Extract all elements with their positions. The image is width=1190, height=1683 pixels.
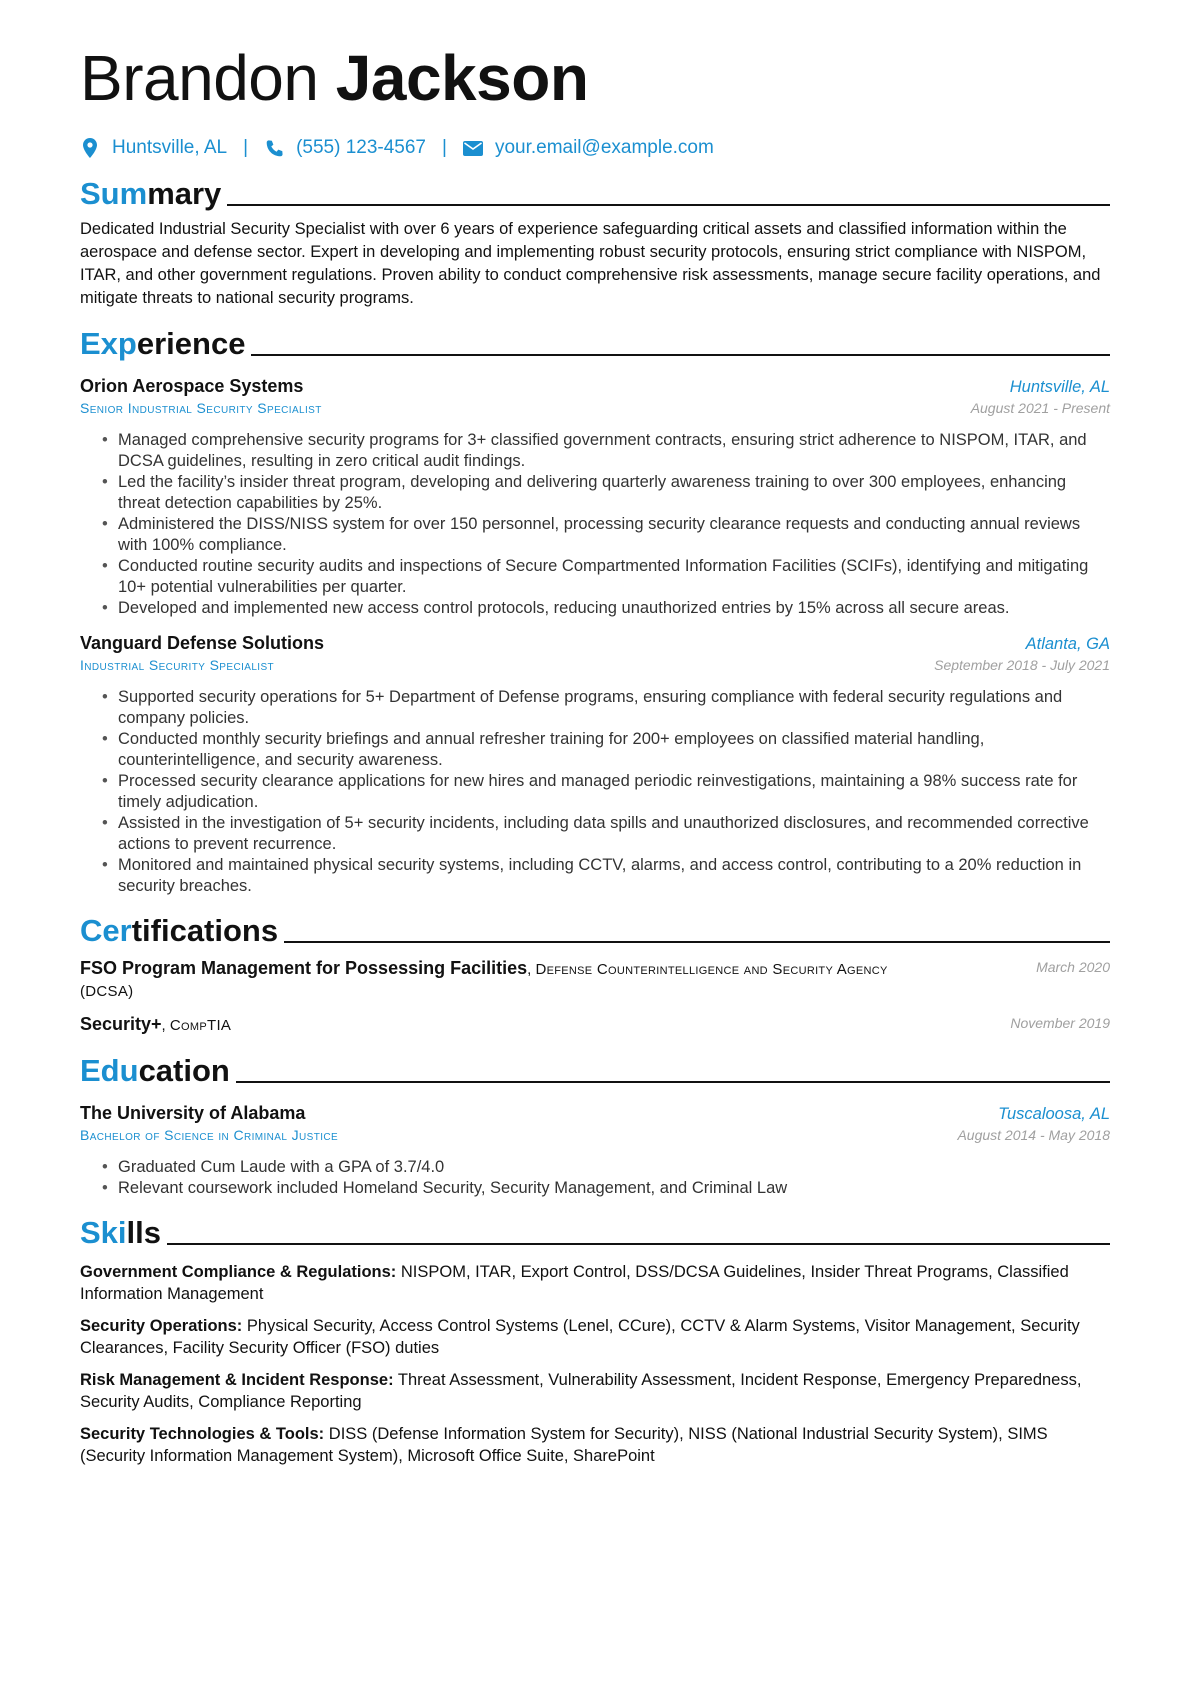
job-entry [80, 631, 1110, 897]
bullet-item: • Conducted routine security audits and inspections of Secure Compartmented Information Facilities (SCIFs), identifying and mitigating 10+ potential vulnerabilities per quarter. [102, 556, 1110, 598]
education-heading [80, 1049, 1110, 1089]
phone-text[interactable]: (555) 123-4567 [296, 137, 426, 158]
skill-label: Security Operations: [80, 1317, 243, 1335]
education-entry [80, 1101, 1110, 1199]
skill-group [80, 1315, 1110, 1359]
certification-issuer: Defense Counterintelligence and Security Agency (DCSA) [80, 961, 888, 1000]
section-rule [227, 204, 1110, 206]
school-name: The University of Alabama [80, 1103, 306, 1123]
job-dates: September 2018 - July 2021 [934, 657, 1110, 673]
section-title: Education [80, 1053, 230, 1088]
certification-name: FSO Program Management for Possessing Facilities [80, 958, 528, 978]
bullet-item: • Conducted monthly security briefings and annual refresher training for 200+ employees on classified material handling, counterintelligence, and security awareness. [102, 729, 1110, 771]
certification-date: November 2019 [1010, 1015, 1110, 1031]
skills-heading [80, 1211, 1110, 1251]
bullet-item: • Managed comprehensive security programs for 3+ classified government contracts, ensuring strict adherence to NISPOM, ITAR, and DCSA guidelines, resulting in zero critical audit findings. [102, 430, 1110, 472]
bullet-item: • Monitored and maintained physical security systems, including CCTV, alarms, and access control, contributing to a 20% reduction in security breaches. [102, 855, 1110, 897]
phone-icon [264, 137, 284, 159]
bullet-item: • Supported security operations for 5+ Department of Defense programs, ensuring compliance with federal security regulations and company policies. [102, 687, 1110, 729]
envelope-icon [463, 137, 483, 159]
section-rule [167, 1243, 1110, 1245]
last-name: Jackson [335, 42, 589, 114]
candidate-name [80, 40, 1110, 116]
map-pin-icon [80, 137, 100, 159]
bullet-item: • Relevant coursework included Homeland Security, Security Management, and Criminal Law [102, 1178, 1110, 1199]
company-name: Vanguard Defense Solutions [80, 633, 325, 653]
certification-issuer: CompTIA [169, 1017, 232, 1034]
skill-label: Risk Management & Incident Response: [80, 1371, 394, 1389]
skill-values: Physical Security, Access Control Systems (Lenel, CCure), CCTV & Alarm Systems, Visitor Management, Security Clearances, Facility Security Officer (FSO) duties [80, 1317, 1080, 1357]
certification-name: Security+ [80, 1014, 162, 1034]
education-bullets [102, 1157, 1110, 1199]
certification-item: Security+, CompTIA November 2019 [80, 1013, 1110, 1037]
location-text: Huntsville, AL [112, 137, 228, 158]
skill-group [80, 1423, 1110, 1467]
job-location: Atlanta, GA [1025, 635, 1110, 653]
skill-values: Threat Assessment, Vulnerability Assessment, Incident Response, Emergency Preparedness, Security Audits, Compliance Reporting [80, 1371, 1082, 1411]
contact-phone[interactable] [264, 137, 426, 159]
summary-text: Dedicated Industrial Security Specialist with over 6 years of experience safeguarding critical assets and classified information within the aerospace and defense sector. Expert in developing and implementing robust security protocols, ensuring strict compliance with NISPOM, ITAR, and other government regulations. Proven ability to conduct comprehensive risk assessments, manage secure facility operations, and mitigate threats to national security programs. [80, 220, 1101, 307]
section-title: Skills [80, 1215, 161, 1250]
email-link[interactable]: your.email@example.com [494, 137, 714, 158]
job-title: Industrial Security Specialist [80, 657, 275, 673]
section-rule [236, 1081, 1110, 1083]
section-rule [284, 941, 1110, 943]
job-entry [80, 374, 1110, 619]
skill-group [80, 1369, 1110, 1413]
experience-heading [80, 322, 1110, 362]
bullet-item: • Assisted in the investigation of 5+ security incidents, including data spills and unauthorized disclosures, and recommended corrective actions to prevent recurrence. [102, 813, 1110, 855]
first-name: Brandon [80, 42, 319, 114]
job-location: Huntsville, AL [1009, 378, 1110, 396]
education-dates: August 2014 - May 2018 [957, 1127, 1110, 1143]
skill-values: NISPOM, ITAR, Export Control, DSS/DCSA Guidelines, Insider Threat Programs, Classified Information Management [80, 1263, 1069, 1303]
section-title: Experience [80, 326, 246, 361]
job-bullets [102, 430, 1110, 619]
skill-values: DISS (Defense Information System for Security), NISS (National Industrial Security System), SIMS (Security Information Management System), Microsoft Office Suite, SharePoint [80, 1425, 1048, 1465]
bullet-item: • Led the facility’s insider threat program, developing and delivering quarterly awareness training to over 300 employees, enhancing threat detection capabilities by 25%. [102, 472, 1110, 514]
bullet-item: • Graduated Cum Laude with a GPA of 3.7/4.0 [102, 1157, 1110, 1178]
section-title: Summary [80, 176, 222, 211]
skill-label: Security Technologies & Tools: [80, 1425, 325, 1443]
job-dates: August 2021 - Present [970, 400, 1110, 416]
section-title: Certifications [80, 913, 279, 948]
degree: Bachelor of Science in Criminal Justice [80, 1127, 339, 1143]
skill-label: Government Compliance & Regulations: [80, 1263, 397, 1281]
contact-location [80, 137, 227, 159]
contact-separator: | [243, 137, 249, 158]
job-title: Senior Industrial Security Specialist [80, 400, 322, 416]
bullet-item: • Processed security clearance applications for new hires and managed periodic reinvestigations, maintaining a 98% success rate for timely adjudication. [102, 771, 1110, 813]
company-name: Orion Aerospace Systems [80, 376, 304, 396]
contact-separator: | [442, 137, 447, 158]
bullet-item: • Developed and implemented new access control protocols, reducing unauthorized entries by 15% across all secure areas. [102, 598, 1110, 619]
contact-email[interactable] [463, 137, 714, 159]
bullet-item: • Administered the DISS/NISS system for over 150 personnel, processing security clearance requests and conducting annual reviews with 100% compliance. [102, 514, 1110, 556]
section-rule [251, 354, 1110, 356]
certification-date: March 2020 [1036, 959, 1110, 975]
contact-row [80, 136, 1110, 160]
skill-group [80, 1261, 1110, 1305]
summary-heading [80, 172, 1110, 212]
certifications-heading [80, 909, 1110, 949]
certification-item: FSO Program Management for Possessing Facilities, Defense Counterintelligence and Security Agency (DCSA) March 2020 [80, 957, 1110, 1003]
job-bullets [102, 687, 1110, 897]
school-location: Tuscaloosa, AL [998, 1105, 1110, 1123]
